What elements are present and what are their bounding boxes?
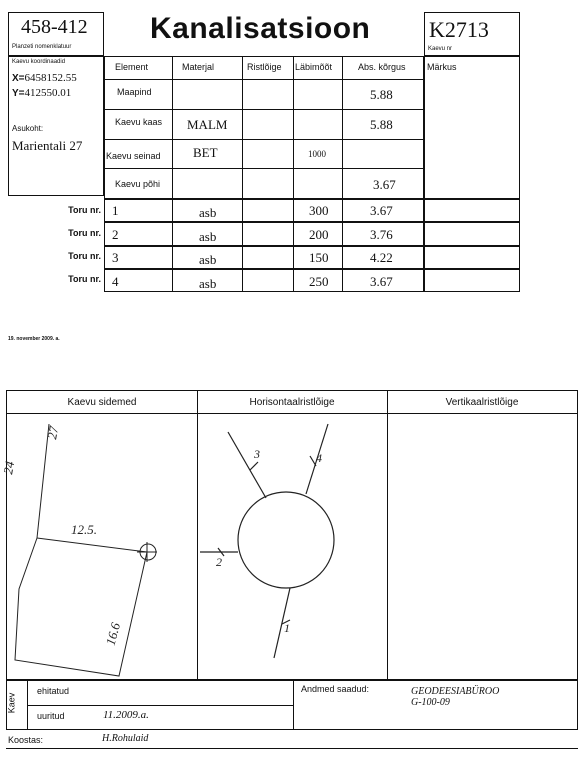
data-source-label: Andmed saadud: bbox=[301, 684, 370, 694]
author-value: H.Rohulaid bbox=[102, 733, 149, 744]
col-horizontal-header: Horisontaalristlõige bbox=[249, 397, 335, 408]
pipe-label-sketch-3: 3 bbox=[254, 447, 260, 461]
well-caption: Kaevu nr bbox=[428, 46, 453, 52]
pipe-nr-2: 2 bbox=[112, 227, 119, 242]
well-id-box bbox=[424, 12, 520, 56]
sheet-number-box bbox=[8, 12, 104, 56]
diameter-walls: 1000 bbox=[308, 149, 326, 159]
pipe-diameter-3: 150 bbox=[309, 250, 329, 265]
sheet-caption: Planzeti nomenklatuur bbox=[12, 44, 72, 50]
header-material: Materjal bbox=[182, 62, 215, 72]
sketch-area bbox=[0, 390, 578, 680]
pipe-label-2: Toru nr. bbox=[68, 228, 101, 238]
kaev-label: Kaev bbox=[6, 692, 17, 714]
pipe-height-3: 4.22 bbox=[370, 250, 393, 265]
header-cross-section: Ristlõige bbox=[247, 62, 282, 72]
surveyed-value: 11.2009.a. bbox=[103, 709, 149, 721]
pipe-diameter-2: 200 bbox=[309, 227, 329, 242]
dim-166: 16.6 bbox=[102, 621, 124, 647]
pipe-material-2: asb bbox=[199, 229, 217, 244]
ties-sketch bbox=[0, 414, 197, 680]
pipe-label-sketch-1: 1 bbox=[284, 621, 290, 635]
address-caption: Asukoht: bbox=[12, 124, 44, 133]
address: Marientali 27 bbox=[12, 138, 83, 153]
pipe-nr-4: 4 bbox=[112, 274, 119, 289]
data-source-value: GEODEESIABÜROO bbox=[411, 686, 500, 697]
pipe-nr-3: 3 bbox=[112, 250, 119, 265]
well-id: K2713 bbox=[429, 17, 489, 42]
well-circle bbox=[238, 492, 334, 588]
pipe-label-4: Toru nr. bbox=[68, 274, 101, 284]
pipe-height-2: 3.76 bbox=[370, 227, 393, 242]
dim-24: 24 bbox=[0, 460, 18, 476]
y-label: Y= bbox=[12, 88, 25, 99]
header-abs-height: Abs. kõrgus bbox=[358, 62, 406, 72]
coordinates-box bbox=[8, 56, 104, 196]
pipe-material-3: asb bbox=[199, 252, 217, 267]
data-source-code: G-100-09 bbox=[411, 697, 450, 708]
sheet-number: 458-412 bbox=[21, 16, 88, 38]
height-cover: 5.88 bbox=[370, 117, 393, 132]
built-label: ehitatud bbox=[37, 686, 70, 696]
pipe-diameter-4: 250 bbox=[309, 274, 329, 289]
x-label: X= bbox=[12, 73, 25, 84]
header-element: Element bbox=[115, 62, 149, 72]
page-title: Kanalisatsioon bbox=[150, 12, 371, 45]
height-bottom: 3.67 bbox=[373, 177, 396, 192]
pipe-label-sketch-2: 2 bbox=[216, 555, 222, 569]
pipe-label-3: Toru nr. bbox=[68, 251, 101, 261]
date-note: 19. november 2009. a. bbox=[8, 336, 60, 342]
pipe-height-4: 3.67 bbox=[370, 274, 393, 289]
material-cover: MALM bbox=[187, 117, 228, 132]
header-notes: Märkus bbox=[427, 62, 457, 72]
pipe-material-1: asb bbox=[199, 205, 217, 220]
col-ties-header: Kaevu sidemed bbox=[67, 397, 137, 408]
element-walls: Kaevu seinad bbox=[106, 151, 161, 161]
element-bottom: Kaevu põhi bbox=[115, 179, 161, 189]
pipe-diameter-1: 300 bbox=[309, 203, 329, 218]
material-walls: BET bbox=[193, 145, 218, 160]
pipe-material-4: asb bbox=[199, 276, 217, 291]
coords-caption: Kaevu koordinaadid bbox=[12, 59, 66, 65]
y-coordinate bbox=[12, 87, 71, 99]
dim-27: 27 bbox=[44, 425, 62, 441]
element-cover: Kaevu kaas bbox=[115, 117, 163, 127]
main-table bbox=[104, 56, 520, 292]
element-ground: Maapind bbox=[117, 87, 152, 97]
pipe-label-sketch-4: 4 bbox=[316, 451, 322, 465]
height-ground: 5.88 bbox=[370, 87, 393, 102]
x-value: 6458152.55 bbox=[24, 72, 77, 84]
surveyed-label: uuritud bbox=[37, 711, 65, 721]
pipe-nr-1: 1 bbox=[112, 203, 119, 218]
author-label: Koostas: bbox=[8, 735, 44, 745]
pipe-height-1: 3.67 bbox=[370, 203, 393, 218]
col-vertical-header: Vertikaalristlõige bbox=[445, 397, 519, 408]
x-coordinate bbox=[12, 72, 77, 84]
dim-125: 12.5. bbox=[71, 522, 97, 537]
header-diameter: Läbimõõt bbox=[295, 62, 333, 72]
pipe-label-1: Toru nr. bbox=[68, 205, 101, 215]
footer-box bbox=[6, 680, 578, 730]
horizontal-section-sketch bbox=[198, 414, 388, 680]
y-value: 412550.01 bbox=[24, 87, 72, 99]
